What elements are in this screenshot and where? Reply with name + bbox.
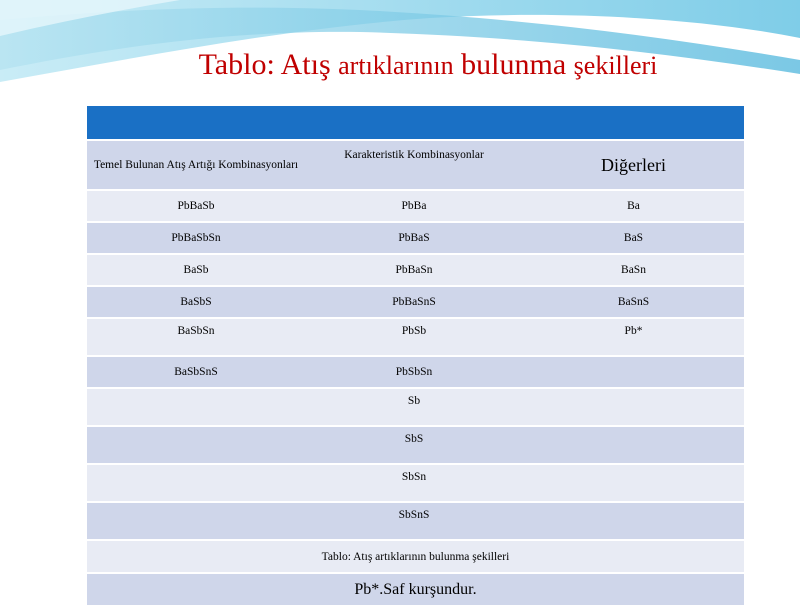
column-header-row: [87, 140, 744, 190]
table-row: [87, 222, 744, 254]
table-cell: [523, 502, 744, 540]
table-caption: Tablo: Atış artıklarının bulunma şekilleri: [87, 540, 744, 573]
title-part-4: şekilleri: [573, 51, 658, 80]
table-cell: BaSn: [523, 254, 744, 286]
table-cell: BaSbS: [87, 286, 305, 318]
table-row: [87, 464, 744, 502]
slide-title: [0, 48, 800, 82]
table-cell: PbBaSbSn: [87, 222, 305, 254]
table-cell: PbBaSnS: [305, 286, 523, 318]
table-row: [87, 502, 744, 540]
table-footnote: Pb*.Saf kurşundur.: [87, 573, 744, 606]
header-band-cell: [305, 106, 523, 140]
table-cell: BaSb: [87, 254, 305, 286]
table-cell: [87, 464, 305, 502]
table-cell: SbSn: [305, 464, 523, 502]
table-cell: Pb*: [523, 318, 744, 356]
table-cell: PbBaS: [305, 222, 523, 254]
table-row: [87, 388, 744, 426]
table-cell: BaSbSn: [87, 318, 305, 356]
title-part-2: artıklarının: [338, 51, 454, 80]
table-cell: PbSb: [305, 318, 523, 356]
table-cell: PbBaSb: [87, 190, 305, 222]
table-row: [87, 190, 744, 222]
column-header-basic: Temel Bulunan Atış Artığı Kombinasyonları: [87, 140, 305, 190]
table-header-band: [87, 106, 744, 140]
table-row: [87, 426, 744, 464]
table-cell: BaS: [523, 222, 744, 254]
table-footnote-row: [87, 573, 744, 606]
table-cell: SbSnS: [305, 502, 523, 540]
table-row: [87, 318, 744, 356]
table-cell: Sb: [305, 388, 523, 426]
table-cell: BaSbSnS: [87, 356, 305, 388]
table-cell: PbSbSn: [305, 356, 523, 388]
column-header-characteristic: Karakteristik Kombinasyonlar: [305, 140, 523, 190]
title-part-3: bulunma: [461, 48, 567, 81]
table-row: [87, 286, 744, 318]
table-row: [87, 356, 744, 388]
table-cell: BaSnS: [523, 286, 744, 318]
table-row: [87, 254, 744, 286]
residue-table: [87, 106, 744, 607]
header-band-cell: [523, 106, 744, 140]
table-cell: [87, 502, 305, 540]
title-part-1: Tablo: Atış: [198, 48, 331, 81]
table-caption-row: [87, 540, 744, 573]
table-cell: [87, 426, 305, 464]
table-cell: PbBa: [305, 190, 523, 222]
table-cell: SbS: [305, 426, 523, 464]
header-band-cell: [87, 106, 305, 140]
table-cell: [523, 464, 744, 502]
table-cell: [523, 426, 744, 464]
table-cell: [87, 388, 305, 426]
table-cell: Ba: [523, 190, 744, 222]
table-cell: PbBaSn: [305, 254, 523, 286]
table-cell: [523, 356, 744, 388]
column-header-others: Diğerleri: [523, 140, 744, 190]
table-cell: [523, 388, 744, 426]
